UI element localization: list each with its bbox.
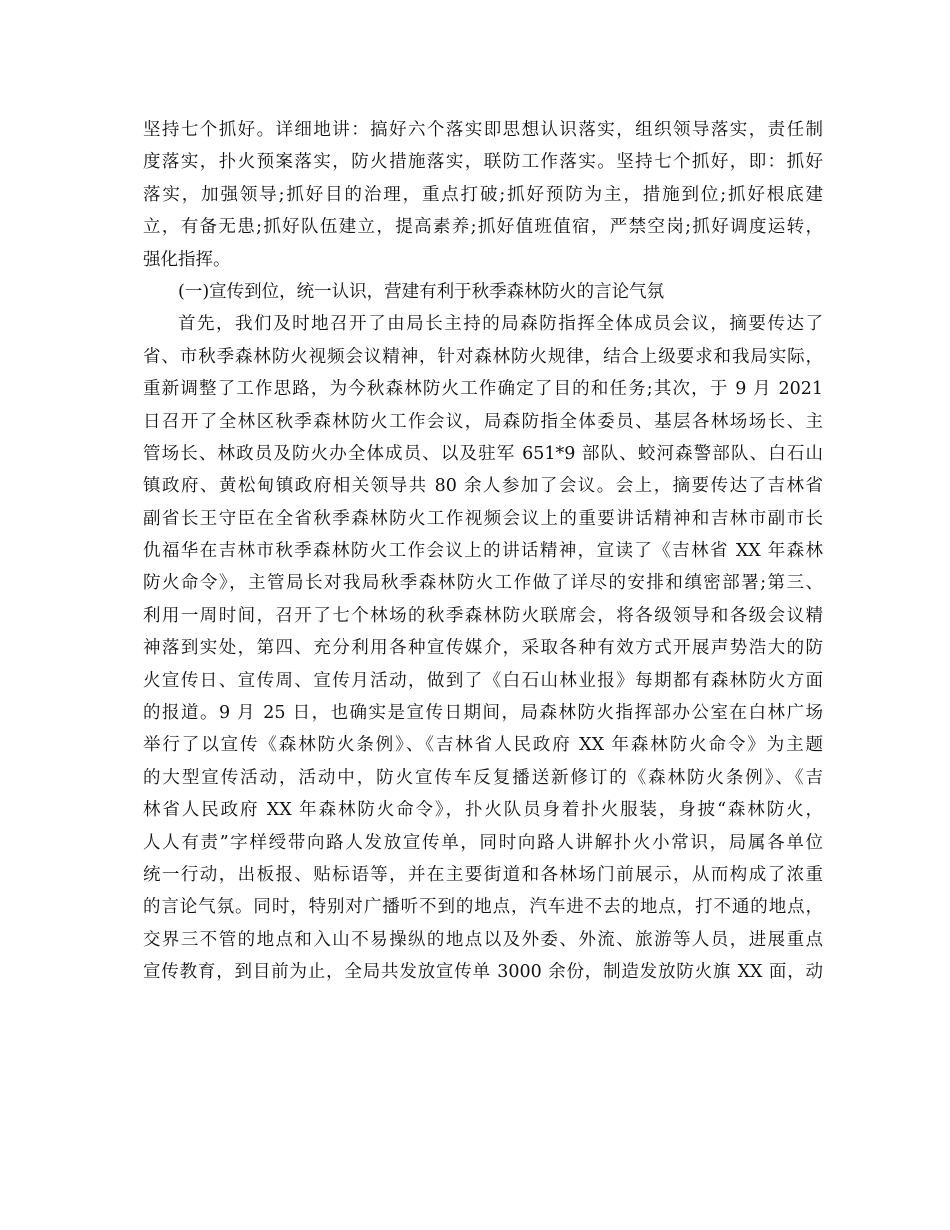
paragraph-first-line: 首先，我们及时地召开了由局长主持的局森防指挥全体成员会议，摘要传达了	[178, 314, 823, 335]
text-line: 举行了以宣传《森林防火条例》、《吉林省人民政府 XX 年森林防火命令》为主题	[143, 735, 823, 756]
text-line: 人人有责”字样绶带向路人发放宣传单，同时向路人讲解扑火小常识，局属各单位	[143, 832, 823, 853]
section-heading: (一)宣传到位，统一认识，营建有利于秋季森林防火的言论气氛	[178, 281, 665, 302]
document-body	[143, 114, 823, 989]
text-line: 林省人民政府 XX 年森林防火命令》，扑火队员身着扑火服装，身披“森林防火，	[143, 800, 823, 821]
text-line: 统一行动，出板报、贴标语等，并在主要街道和各林场门前展示，从而构成了浓重	[143, 864, 823, 885]
text-line: 的言论气氛。同时，特别对广播听不到的地点，汽车进不去的地点，打不通的地点，	[143, 897, 823, 918]
text-line: 防火命令》，主管局长对我局秋季森林防火工作做了详尽的安排和缜密部署;第三、	[143, 573, 823, 594]
text-line: 宣传教育，到目前为止，全局共发放宣传单 3000 余份，制造发放防火旗 XX 面，动	[143, 962, 823, 983]
text-line: 重新调整了工作思路，为今秋森林防火工作确定了目的和任务;其次，于 9 月 2021	[143, 379, 823, 400]
text-line: 日召开了全林区秋季森林防火工作会议，局森防指全体委员、基层各林场场长、主	[143, 411, 823, 432]
text-line: 落实，加强领导;抓好目的治理，重点打破;抓好预防为主，措施到位;抓好根底建	[143, 184, 823, 205]
text-line: 度落实，扑火预案落实，防火措施落实，联防工作落实。坚持七个抓好，即：抓好	[143, 152, 823, 173]
text-line: 立，有备无患;抓好队伍建立，提高素养;抓好值班值宿，严禁空岗;抓好调度运转，	[143, 217, 823, 238]
text-line: 利用一周时间，召开了七个林场的秋季森林防火联席会，将各级领导和各级会议精	[143, 605, 823, 626]
text-line: 镇政府、黄松甸镇政府相关领导共 80 余人参加了会议。会上，摘要传达了吉林省	[143, 476, 823, 497]
text-line: 省、市秋季森林防火视频会议精神，针对森林防火规律，结合上级要求和我局实际，	[143, 346, 823, 367]
text-line: 仇福华在吉林市秋季森林防火工作会议上的讲话精神，宣读了《吉林省 XX 年森林	[143, 541, 823, 562]
text-line: 的大型宣传活动，活动中，防火宣传车反复播送新修订的《森林防火条例》、《吉	[143, 767, 823, 788]
text-line: 的报道。9 月 25 日，也确实是宣传日期间，局森林防火指挥部办公室在白林广场	[143, 703, 823, 724]
text-line: 强化指挥。	[143, 249, 231, 270]
text-line: 管场长、林政员及防火办全体成员、以及驻军 651*9 部队、蛟河森警部队、白石山	[143, 443, 823, 464]
text-line: 坚持七个抓好。详细地讲：搞好六个落实即思想认识落实，组织领导落实，责任制	[143, 120, 823, 140]
text-line: 交界三不管的地点和入山不易操纵的地点以及外委、外流、旅游等人员，进展重点	[143, 929, 823, 950]
text-line: 火宣传日、宣传周、宣传月活动，做到了《白石山林业报》每期都有森林防火方面	[143, 670, 823, 691]
text-line: 神落到实处，第四、充分利用各种宣传媒介，采取各种有效方式开展声势浩大的防	[143, 638, 823, 659]
text-line: 副省长王守臣在全省秋季森林防火工作视频会议上的重要讲话精神和吉林市副市长	[143, 508, 823, 529]
